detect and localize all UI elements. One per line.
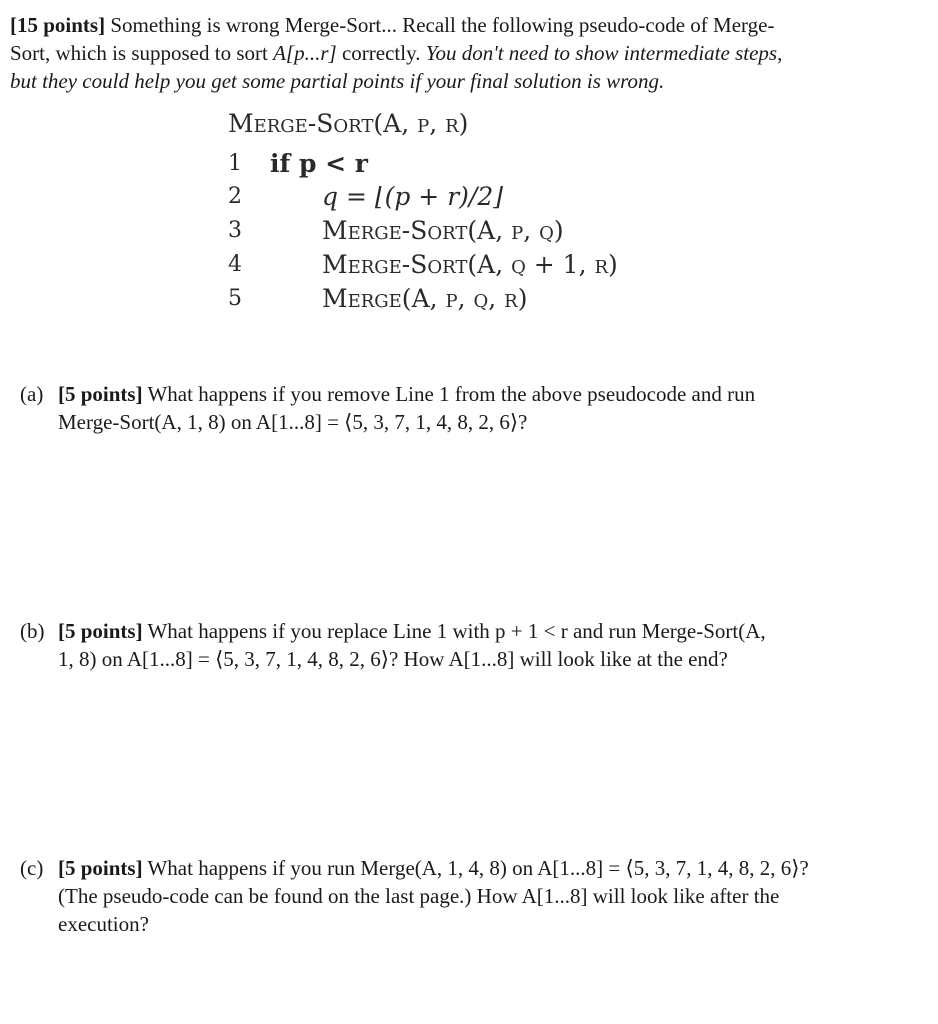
pseudocode-header: Merge-Sort(A, p, r) bbox=[228, 109, 469, 138]
intro-paragraph bbox=[10, 11, 910, 95]
intro-line-1: [15 points] Something is wrong Merge-Sort... Recall the following pseudo-code of Merge- bbox=[10, 13, 775, 37]
question-c-line-3: execution? bbox=[58, 912, 149, 936]
intro-points: [15 points] bbox=[10, 13, 106, 37]
intro-line-3: but they could help you get some partial points if your final solution is wrong. bbox=[10, 69, 665, 93]
question-b-line-1: [5 points] What happens if you replace Line 1 with p + 1 < r and run Merge-Sort(A, bbox=[58, 619, 766, 643]
page: [15 points] Something is wrong Merge-Sort... Recall the following pseudo-code of Merge- Sort, which is supposed to sort A[p...r] correctly. You don't need to show intermediate steps, but they could help you get some partial points if your final solution is wrong. Merge-Sort(A, p, r) 1 if p < r 2 q = ⌊(p + r)/2⌋ 3 Merge-Sort(A, p, q) 4 Merge-Sort(A, q + 1, r) 5 Merge(A, p, q, r) (a) [5 points] What happens if you remove Line 1 from the above pseudocode and run Merge-Sort(A, 1, 8) on A[1...8] = ⟨5, 3, 7, 1, 4, 8, 2, 6⟩? (b) [5 points] What happens if you replace Line 1 with p + 1 < r and run Merge-Sort(A, 1, 8) on A[1...8] = ⟨5, 3, 7, 1, 4, 8, 2, 6⟩? How A[1...8] will look like at the end? (c) [5 points] What happens if you run Merge(A, 1, 4, 8) on A[1...8] = ⟨5, 3, 7, 1, 4, 8, 2, 6⟩? (The pseudo-code can be found on the last page.) How A[1...8] will look like after the execution? bbox=[0, 0, 938, 1024]
question-c: (c) [5 points] What happens if you run Merge(A, 1, 4, 8) on A[1...8] = ⟨5, 3, 7, 1, 4, 8, 2, 6⟩? (The pseudo-code can be found on the last page.) How A[1...8] will look like after the execution? bbox=[20, 854, 910, 938]
question-a: (a) [5 points] What happens if you remove Line 1 from the above pseudocode and run Merge-Sort(A, 1, 8) on A[1...8] = ⟨5, 3, 7, 1, 4, 8, 2, 6⟩? bbox=[20, 380, 910, 436]
question-c-line-1: [5 points] What happens if you run Merge(A, 1, 4, 8) on A[1...8] = ⟨5, 3, 7, 1, 4, 8, 2, 6⟩? bbox=[58, 856, 809, 880]
question-b-line-2: 1, 8) on A[1...8] = ⟨5, 3, 7, 1, 4, 8, 2, 6⟩? How A[1...8] will look like at the end? bbox=[58, 647, 728, 671]
question-a-line-2: Merge-Sort(A, 1, 8) on A[1...8] = ⟨5, 3, 7, 1, 4, 8, 2, 6⟩? bbox=[58, 410, 528, 434]
intro-line-2: Sort, which is supposed to sort A[p...r] correctly. You don't need to show intermediate steps, bbox=[10, 41, 783, 65]
question-a-line-1: [5 points] What happens if you remove Line 1 from the above pseudocode and run bbox=[58, 382, 756, 406]
question-b: (b) [5 points] What happens if you replace Line 1 with p + 1 < r and run Merge-Sort(A, 1, 8) on A[1...8] = ⟨5, 3, 7, 1, 4, 8, 2, 6⟩? How A[1...8] will look like at the end? bbox=[20, 617, 910, 673]
question-c-line-2: (The pseudo-code can be found on the last page.) How A[1...8] will look like after the bbox=[58, 884, 780, 908]
